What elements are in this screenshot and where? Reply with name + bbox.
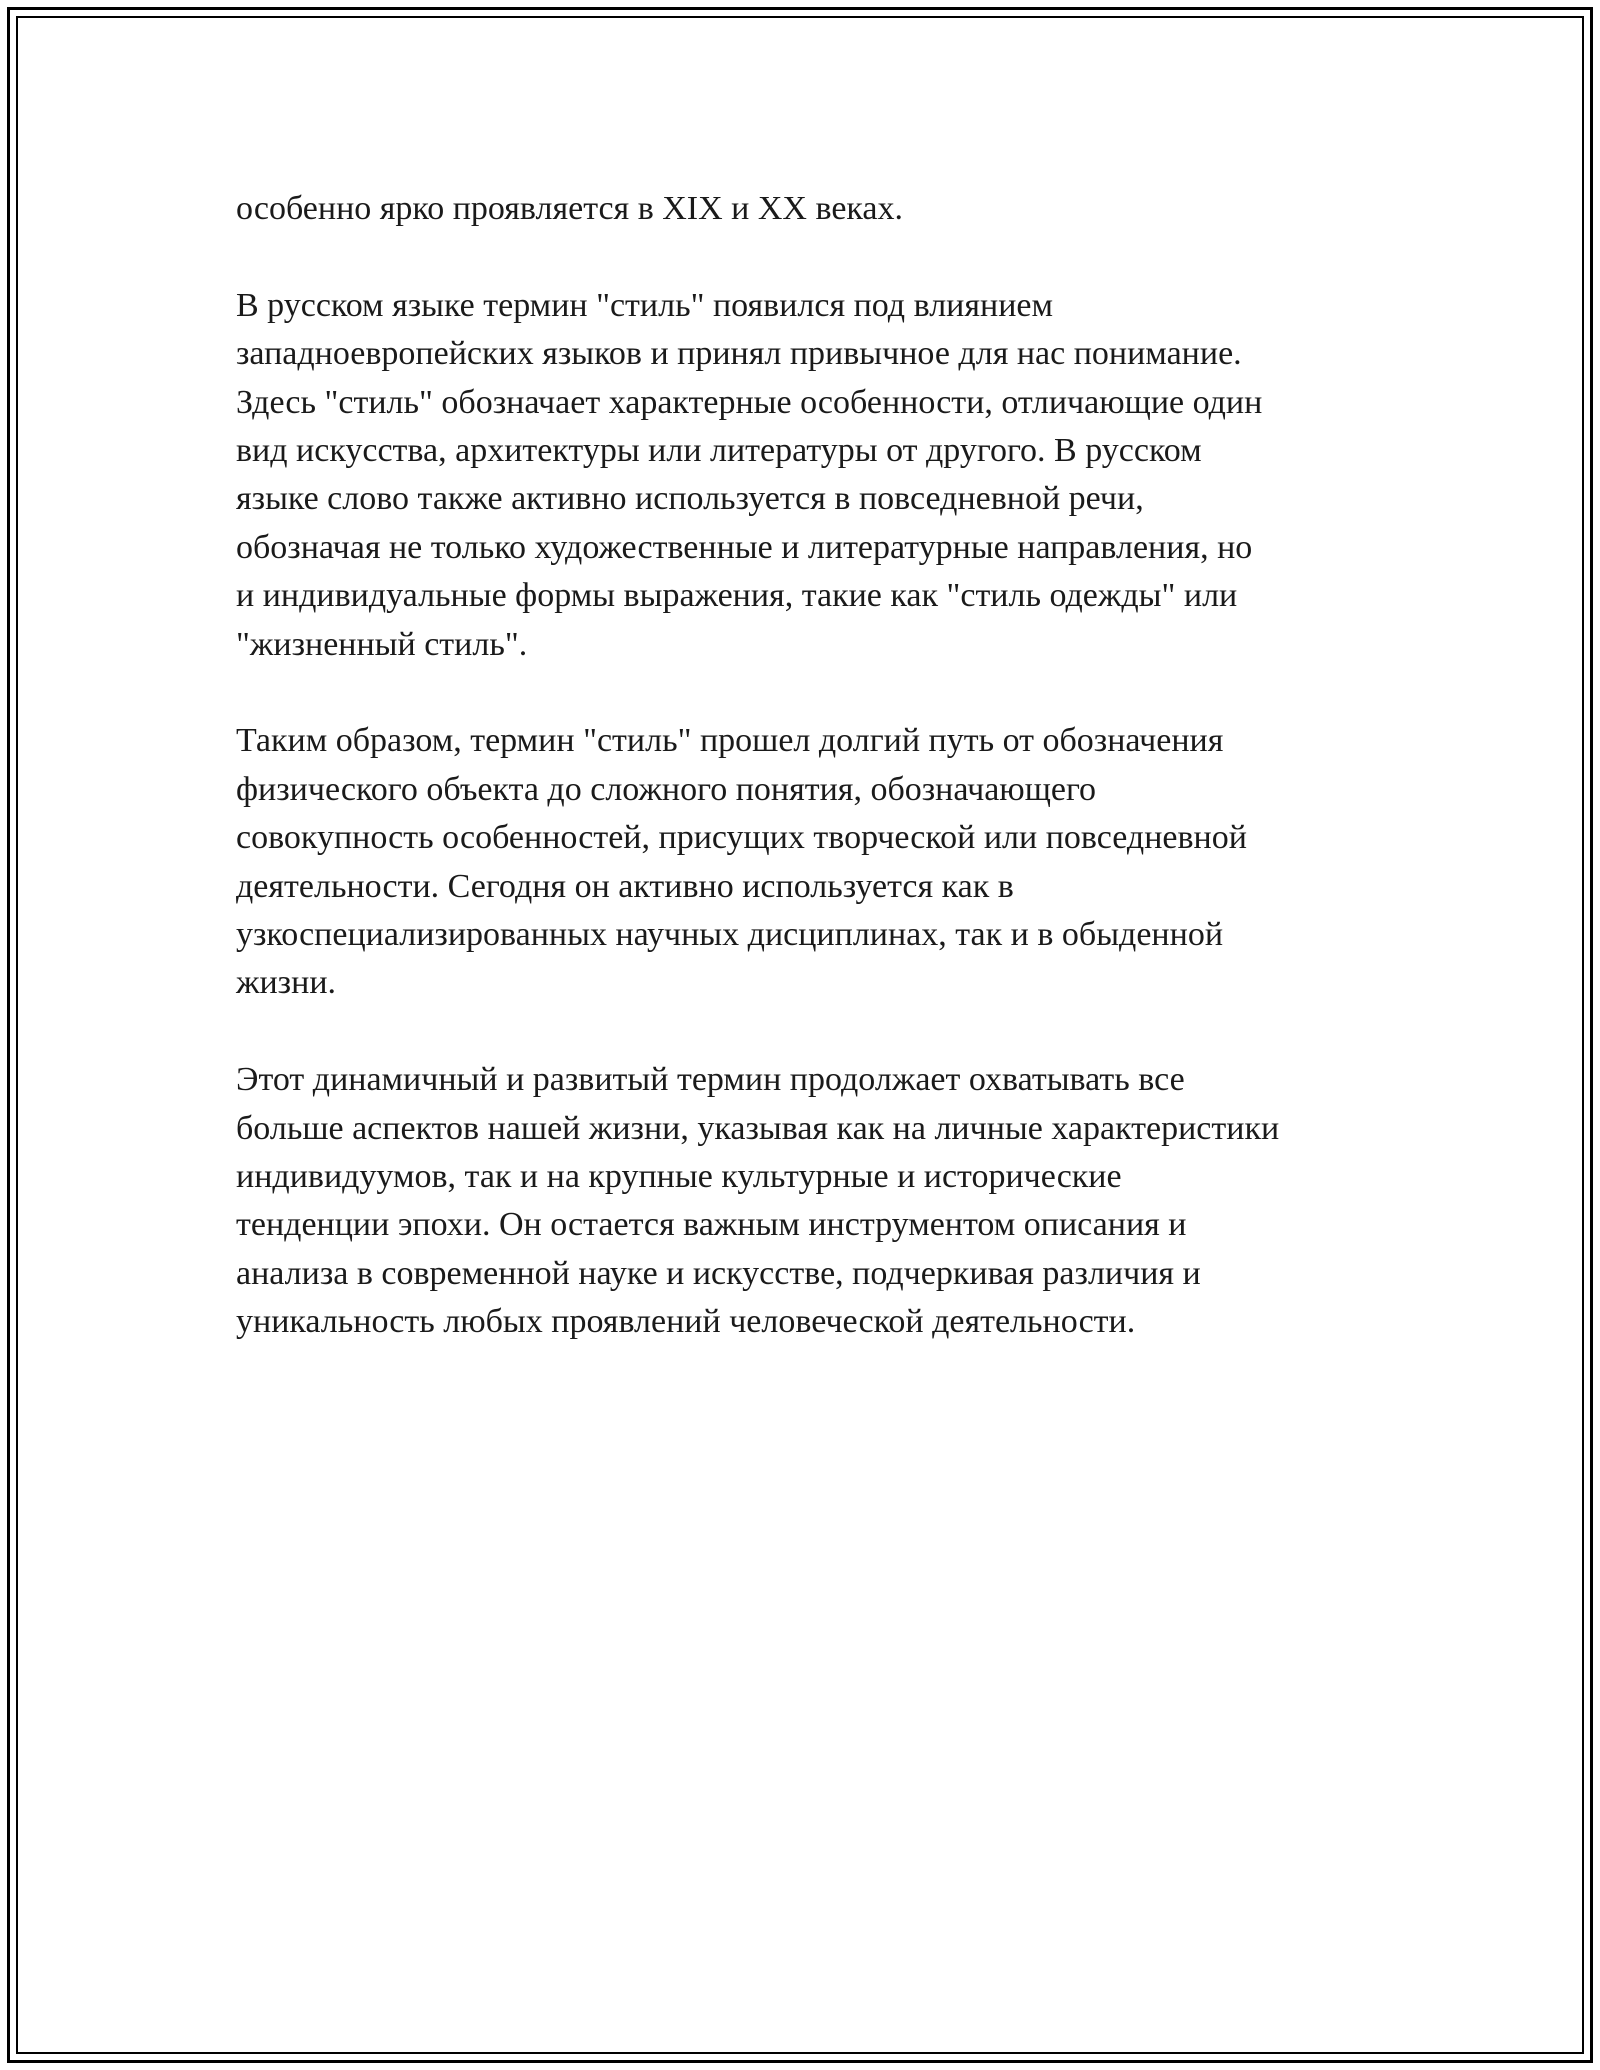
text-line: языке слово также активно используется в повседневной речи, <box>236 480 1144 518</box>
paragraph <box>236 282 1376 669</box>
text-line: и индивидуальные формы выражения, такие как "стиль одежды" или <box>236 577 1238 615</box>
text-line: физического объекта до сложного понятия, обозначающего <box>236 770 1097 808</box>
text-line: больше аспектов нашей жизни, указывая как на личные характеристики <box>236 1109 1280 1147</box>
text-line: деятельности. Сегодня он активно используется как в <box>236 867 1014 905</box>
paragraph <box>236 717 1376 1007</box>
document-body <box>236 185 1376 1395</box>
paragraph <box>236 185 1376 233</box>
text-line: уникальность любых проявлений человеческой деятельности. <box>236 1303 1136 1341</box>
text-line: В русском языке термин "стиль" появился под влиянием <box>236 286 1054 324</box>
text-line: тенденции эпохи. Он остается важным инструментом описания и <box>236 1206 1187 1244</box>
text-line: западноевропейских языков и принял привычное для нас понимание. <box>236 335 1242 373</box>
text-line: узкоспециализированных научных дисциплинах, так и в обыденной <box>236 916 1224 954</box>
text-line: индивидуумов, так и на крупные культурные и исторические <box>236 1158 1122 1196</box>
text-line: "жизненный стиль". <box>236 625 528 663</box>
text-line: обозначая не только художественные и литературные направления, но <box>236 528 1253 566</box>
text-line: Таким образом, термин "стиль" прошел долгий путь от обозначения <box>236 722 1224 760</box>
text-line: особенно ярко проявляется в XIX и XX веках. <box>236 190 904 227</box>
text-line: вид искусства, архитектуры или литературы от другого. В русском <box>236 432 1202 470</box>
text-line: Здесь "стиль" обозначает характерные особенности, отличающие один <box>236 383 1263 421</box>
paragraph <box>236 1056 1376 1346</box>
text-line: жизни. <box>236 964 337 1002</box>
text-line: совокупность особенностей, присущих творческой или повседневной <box>236 819 1247 857</box>
text-line: анализа в современной науке и искусстве, подчеркивая различия и <box>236 1254 1201 1292</box>
text-line: Этот динамичный и развитый термин продолжает охватывать все <box>236 1061 1185 1099</box>
